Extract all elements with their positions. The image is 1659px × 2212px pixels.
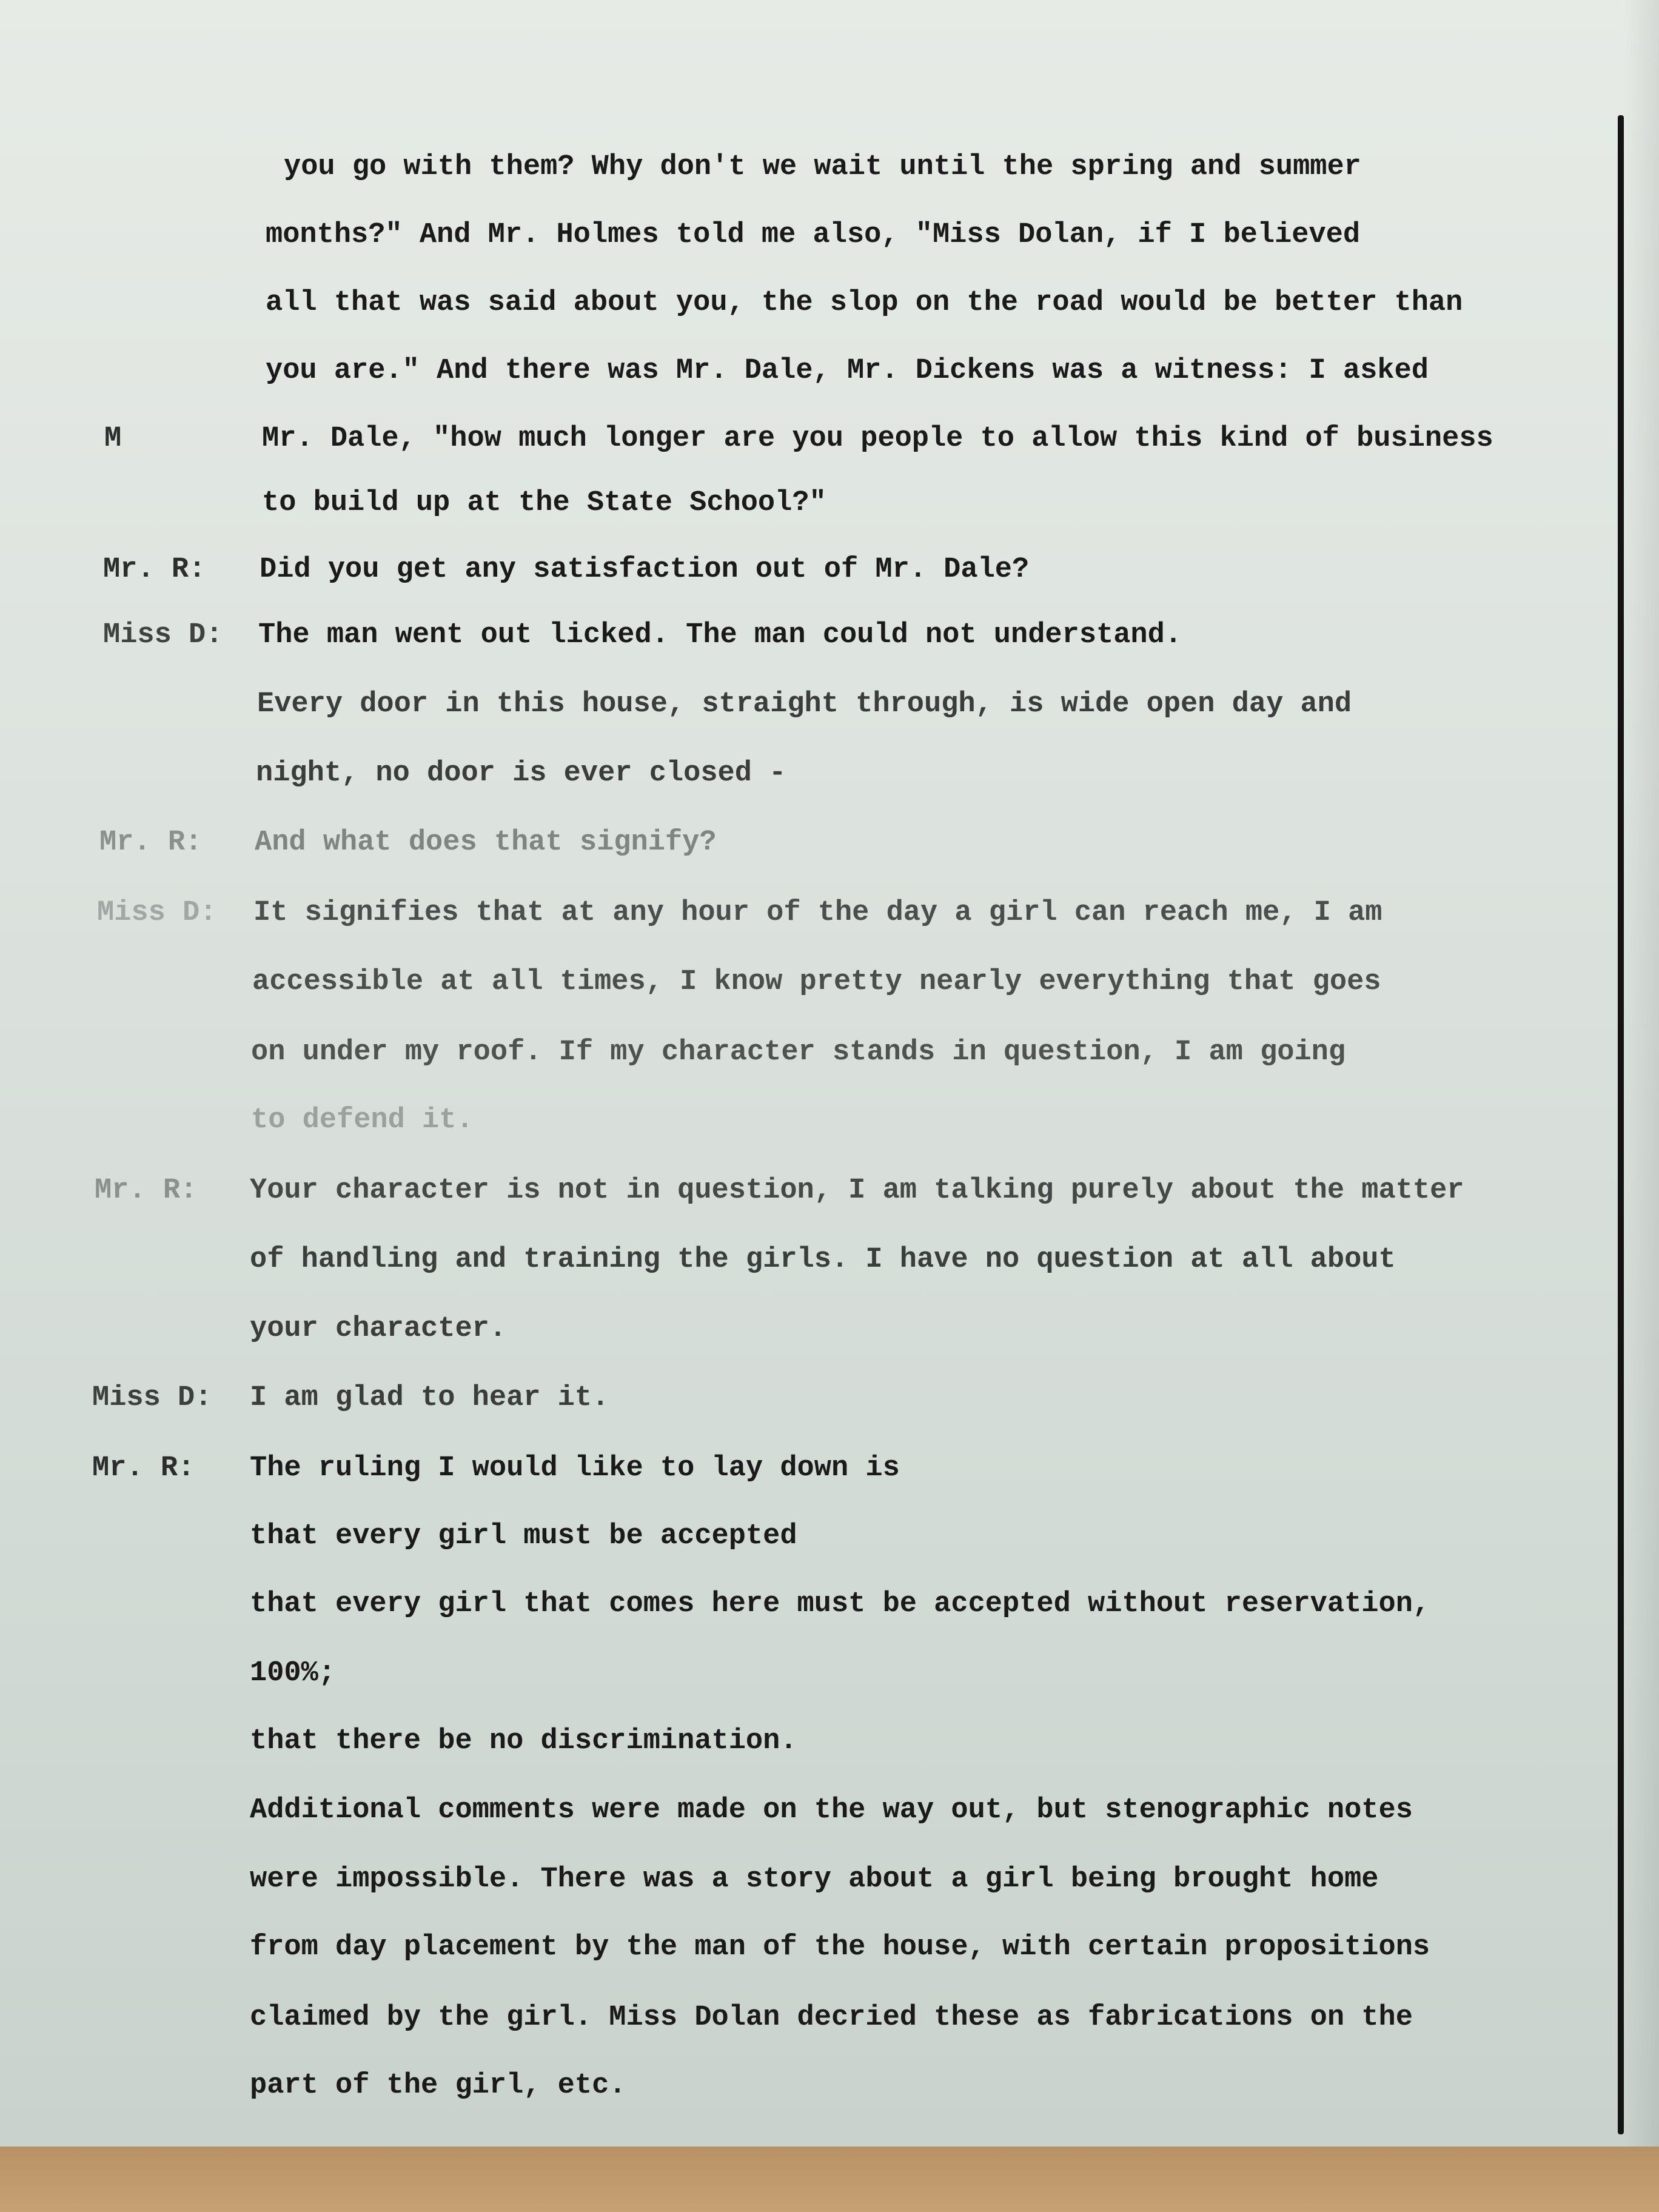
transcript-line — [0, 1096, 1601, 1145]
transcript-line — [0, 479, 1601, 528]
line-text: Mr. Dale, "how much longer are you people to allow this kind of business — [262, 423, 1493, 455]
transcript-line — [0, 1236, 1601, 1284]
transcript-line — [0, 211, 1601, 260]
line-text: Every door in this house, straight through, is wide open day and — [257, 688, 1352, 720]
line-text: part of the girl, etc. — [250, 2070, 626, 2102]
table-surface — [0, 2147, 1659, 2212]
transcript-line — [0, 1580, 1601, 1629]
line-text: 100%; — [250, 1657, 336, 1689]
line-text: that every girl that comes here must be accepted without reservation, — [250, 1588, 1430, 1620]
transcript-line — [0, 415, 1601, 463]
line-text: claimed by the girl. Miss Dolan decried these as fabrications on the — [250, 2002, 1413, 2034]
line-text: your character. — [250, 1313, 507, 1345]
transcript-line — [0, 1923, 1601, 1972]
line-text: The ruling I would like to lay down is — [250, 1452, 900, 1484]
transcript-line — [0, 1649, 1601, 1698]
line-text: to build up at the State School?" — [262, 487, 826, 519]
transcript-line — [0, 1167, 1601, 1215]
line-text: It signifies that at any hour of the day a girl can reach me, I am — [253, 897, 1382, 929]
speaker-label: Miss D: — [97, 897, 217, 929]
speaker-label: Mr. R: — [92, 1452, 195, 1484]
line-text: Your character is not in question, I am talking purely about the matter — [250, 1175, 1464, 1207]
line-text: that every girl must be accepted — [250, 1520, 797, 1552]
transcript-line — [0, 143, 1601, 192]
line-text: Additional comments were made on the way out, but stenographic notes — [250, 1794, 1413, 1826]
line-text: you are." And there was Mr. Dale, Mr. Dickens was a witness: I asked — [266, 355, 1429, 387]
transcript-line — [0, 2062, 1601, 2110]
line-text: Did you get any satisfaction out of Mr. Dale? — [260, 554, 1030, 586]
transcript-line — [0, 1994, 1601, 2042]
transcript-line — [0, 546, 1601, 594]
transcript-line — [0, 1305, 1601, 1353]
transcript-line — [0, 1717, 1601, 1766]
line-text: from day placement by the man of the house, with certain propositions — [250, 1931, 1430, 1963]
transcript-line — [0, 889, 1601, 937]
transcript-line — [0, 1444, 1601, 1493]
speaker-label: Miss D: — [92, 1382, 212, 1414]
line-text: to defend it. — [251, 1104, 474, 1136]
transcript-line — [0, 819, 1601, 867]
transcript-line — [0, 611, 1601, 660]
transcript-line — [0, 347, 1601, 395]
line-text: on under my roof. If my character stands in question, I am going — [251, 1036, 1346, 1068]
transcript-line — [0, 680, 1601, 729]
transcript-line — [0, 1786, 1601, 1835]
line-text: The man went out licked. The man could not understand. — [258, 619, 1182, 651]
transcript-line — [0, 1855, 1601, 1904]
line-text: all that was said about you, the slop on the road would be better than — [266, 287, 1463, 319]
transcript-line — [0, 1512, 1601, 1561]
transcript-line — [0, 1028, 1601, 1077]
line-text: night, no door is ever closed - — [256, 757, 786, 789]
speaker-label: Mr. R: — [103, 554, 206, 586]
speaker-label: M — [104, 423, 122, 455]
transcript-line — [0, 749, 1601, 798]
transcript-line — [0, 958, 1601, 1007]
speaker-label: Mr. R: — [99, 826, 203, 859]
line-text: accessible at all times, I know pretty nearly everything that goes — [252, 966, 1381, 998]
line-text: you go with them? Why don't we wait until the spring and summer — [284, 151, 1361, 183]
transcript-line — [0, 1374, 1601, 1423]
line-text: that there be no discrimination. — [250, 1725, 797, 1757]
transcript-line — [0, 279, 1601, 327]
line-text: And what does that signify? — [255, 826, 717, 859]
line-text: months?" And Mr. Holmes told me also, "Miss Dolan, if I believed — [266, 219, 1361, 251]
line-text: I am glad to hear it. — [250, 1382, 609, 1414]
speaker-label: Miss D: — [103, 619, 223, 651]
line-text: of handling and training the girls. I have no question at all about — [250, 1244, 1396, 1276]
line-text: were impossible. There was a story about a girl being brought home — [250, 1863, 1379, 1895]
speaker-label: Mr. R: — [95, 1175, 198, 1207]
